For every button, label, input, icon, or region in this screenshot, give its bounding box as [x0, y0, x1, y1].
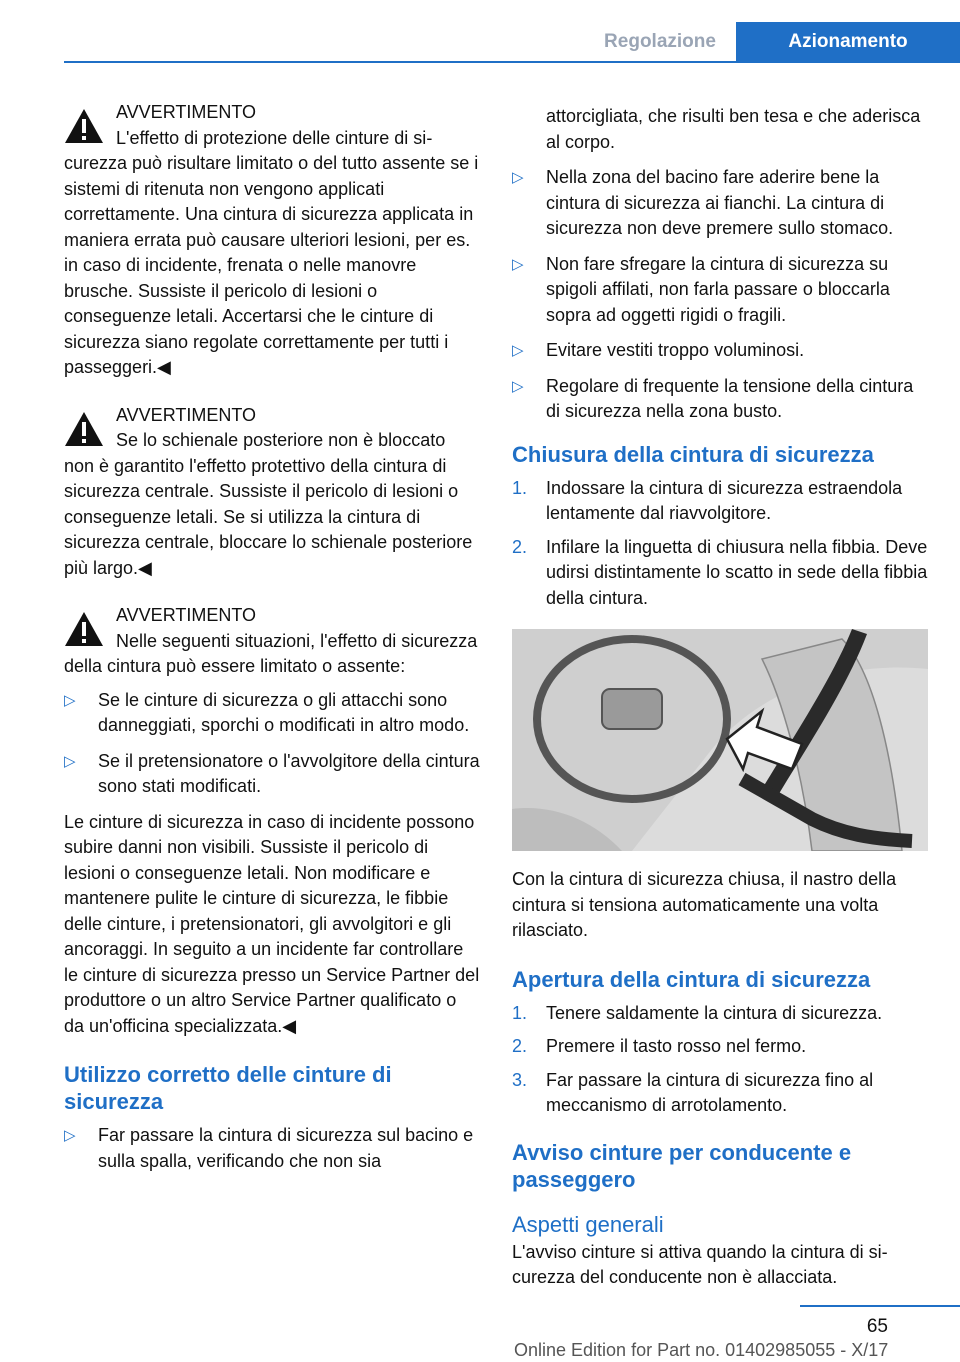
- list-item: ▷ Evitare vestiti troppo voluminosi.: [512, 338, 928, 364]
- section-tab-regolazione: Regolazione: [604, 31, 716, 52]
- paragraph: L'avviso cinture si attiva quando la cintura di sicurezza del conducente non è allacciata.: [512, 1241, 888, 1287]
- list-item: ▷ Nella zona del bacino fare aderire bene la cintura di sicurezza ai fianchi. La cintura di sicurezza non deve premere sullo stomaco.: [512, 167, 894, 238]
- warning-triangle-icon: [64, 108, 104, 144]
- bullet-list: [512, 165, 928, 425]
- warning-triangle-icon: [64, 611, 104, 647]
- heading-open: Apertura della cintura di sicurezza: [512, 966, 871, 992]
- warning-block: [64, 603, 480, 680]
- list-item: 2. Infilare la linguetta di chiusura nella fibbia. Deve udirsi distintamente lo scatto in sede della fibbia della cintura.: [512, 536, 928, 608]
- list-item: 3. Far passare la cintura di sicurezza fino al meccanismo di arrotolamento.: [512, 1069, 874, 1115]
- paragraph: Le cinture di sicurezza in caso di incidente possono subire danni non visibili. Sussiste il pericolo di lesioni o conseguenze letali. Non modificare e mantenere pulite le cinture di sicurezza, le fibbie delle cinture, i pretensionatori, gli avvolgitori e gli ancoraggi. In seguito a un incidente far controllare le cinture di sicurezza presso un Service Partner del produttore o un altro Service Partner qualificato o da un'officina specializzata.◀: [64, 811, 480, 1036]
- footer-rule: [800, 1305, 960, 1307]
- list-item: 2. Premere il tasto rosso nel fermo.: [512, 1036, 807, 1056]
- list-item: ▷ Se il pretensionatore o l'avvolgitore della cintura sono stati modificati.: [64, 750, 480, 796]
- bullet-list: [64, 688, 480, 800]
- warning-text: Nelle seguenti situazioni, l'effetto di sicurezza della cintura può essere limitato o assente:: [64, 630, 478, 676]
- bullet-marker-icon: ▷: [64, 691, 76, 709]
- list-item: ▷ Se le cinture di sicurezza o gli attacchi sono danneggiati, sporchi o modificati in altro modo.: [64, 689, 470, 735]
- bullet-marker-icon: ▷: [512, 377, 524, 395]
- list-item: ▷ Far passare la cintura di sicurezza sul bacino e sulla spalla, verificando che non sia: [64, 1125, 474, 1171]
- subheading-general: Aspetti generali: [512, 1211, 664, 1237]
- edition-footer: Online Edition for Part no. 01402985055 - X/17: [514, 1340, 889, 1360]
- bullet-marker-icon: ▷: [512, 255, 524, 273]
- heading-usage: Utilizzo corretto delle cinture di sicurezza: [64, 1062, 392, 1114]
- warning-title: AVVERTIMENTO: [116, 605, 257, 625]
- bullet-marker-icon: ▷: [64, 752, 76, 770]
- bullet-marker-icon: ▷: [512, 342, 524, 359]
- page-header: [0, 0, 960, 62]
- steps-open: [512, 1001, 928, 1119]
- list-item: 1. Tenere saldamente la cintura di sicurezza.: [512, 1002, 883, 1023]
- warning-block: [64, 403, 480, 582]
- right-column: [512, 104, 928, 1291]
- bullet-marker-icon: ▷: [512, 169, 524, 186]
- list-item: ▷ Non fare sfregare la cintura di sicurezza su spigoli affilati, non farla passare o bloccarla sopra ad oggetti rigidi o fragili.: [512, 253, 890, 325]
- warning-text: L'effetto di protezione delle cinture di sicurezza può risultare limitato o del tutto assente se i sistemi di ritenuta non vengono applicati correttamente. Una cintura di sicurezza applicata in maniera errata può causare ulteriori lesioni, per es. in caso di incidente, frenata o nelle manovre brusche. Sussiste il pericolo di lesioni o conseguenze letali. Accertarsi che le cinture di sicurezza siano regolate correttamente per tutti i passeggeri.◀: [64, 127, 479, 377]
- left-column: [64, 100, 480, 1184]
- heading-belt-warning: Avviso cinture per conducente e passeggero: [512, 1139, 852, 1192]
- warning-title: AVVERTIMENTO: [116, 404, 257, 425]
- list-item: ▷ Regolare di frequente la tensione della cintura di sicurezza nella zona busto.: [512, 375, 914, 421]
- section-tab-azionamento: Azionamento: [736, 22, 960, 62]
- figure-caption: Con la cintura di sicurezza chiusa, il nastro della cintura si tensiona automaticamente una volta rilasciato.: [512, 869, 897, 940]
- warning-triangle-icon: [64, 411, 104, 447]
- page-number: 65: [866, 1316, 888, 1337]
- paragraph: attorcigliata, che risulti ben tesa e che aderisca al corpo.: [546, 106, 921, 152]
- steps-close: [512, 476, 928, 612]
- list-item: 1. Indossare la cintura di sicurezza estraendola lentamente dal riavvolgitore.: [512, 477, 903, 523]
- header-rule: [64, 61, 960, 63]
- seatbelt-figure: [512, 629, 928, 851]
- heading-close: Chiusura della cintura di sicurezza: [512, 441, 874, 467]
- warning-title: AVVERTIMENTO: [116, 102, 257, 122]
- bullet-marker-icon: ▷: [64, 1127, 76, 1144]
- warning-text: Se lo schienale posteriore non è bloccato non è garantito l'effetto protettivo della cintura di sicurezza centrale. Sussiste il pericolo di lesioni o conseguenze letali. Se si utilizza la cintura di sicurezza centrale, bloccare lo schienale posteriore più largo.◀: [64, 430, 473, 578]
- warning-block: [64, 100, 480, 381]
- bullet-list: [64, 1123, 480, 1174]
